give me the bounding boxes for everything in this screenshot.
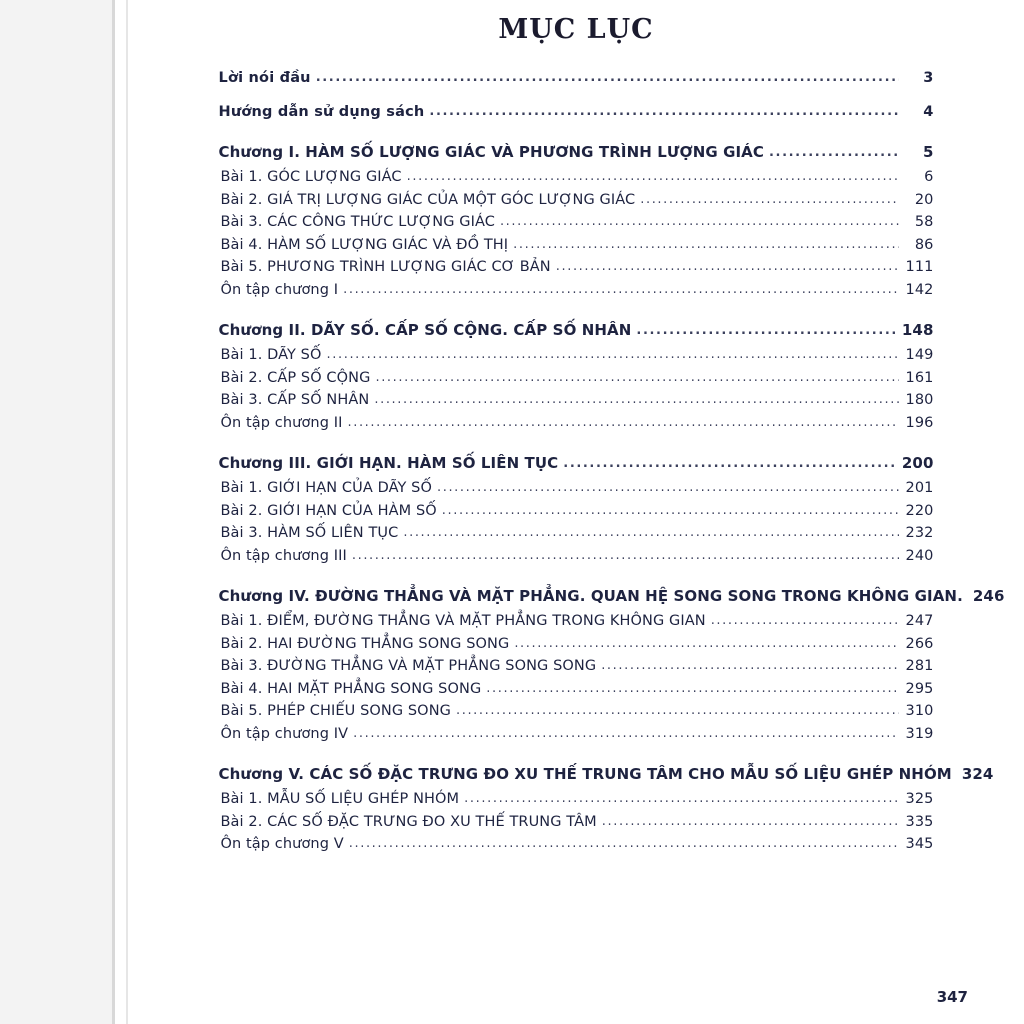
- toc-chapter[interactable]: [218, 765, 994, 783]
- toc-leader-dots: [327, 348, 899, 363]
- toc-leader-dots: [563, 456, 897, 471]
- spacer: [219, 86, 934, 105]
- toc-entry-label: Bài 2. CẤP SỐ CỘNG: [220, 369, 371, 386]
- page-edge-shadow: [0, 0, 112, 1024]
- toc-leader-dots: [500, 215, 899, 230]
- toc-entry-page: 20: [914, 191, 934, 208]
- toc-entry-page: 335: [905, 813, 934, 830]
- toc-entry[interactable]: [219, 238, 934, 253]
- toc-leader-dots: [486, 682, 898, 697]
- chapter-group-1: [219, 145, 934, 297]
- spacer: [219, 430, 934, 456]
- front-matter-group: [219, 71, 934, 119]
- toc-entry-label: Ôn tập chương IV: [220, 725, 349, 742]
- spacer: [219, 563, 934, 589]
- toc-entry[interactable]: [219, 170, 934, 185]
- toc-leader-dots: [769, 145, 899, 160]
- toc-entry[interactable]: [219, 549, 934, 564]
- toc-entry-label: Bài 1. GÓC LƯỢNG GIÁC: [220, 169, 402, 185]
- toc-entry-page: 201: [905, 480, 934, 496]
- toc-entry[interactable]: [219, 837, 934, 852]
- toc-leader-dots: [316, 71, 899, 86]
- toc-entry-label: Bài 3. CÁC CÔNG THỨC LƯỢNG GIÁC: [220, 214, 495, 230]
- toc-leader-dots: [456, 704, 899, 719]
- toc-chapter[interactable]: [219, 456, 934, 471]
- spacer: [219, 297, 934, 323]
- toc-entry-page: 149: [905, 347, 934, 363]
- toc-entry-label: Bài 1. MẪU SỐ LIỆU GHÉP NHÓM: [220, 791, 460, 807]
- toc-leader-dots: [407, 170, 899, 185]
- toc-leader-dots: [442, 504, 899, 519]
- toc-entry[interactable]: [219, 614, 934, 629]
- toc-entry[interactable]: [219, 71, 934, 86]
- toc-leader-dots: [343, 283, 898, 298]
- toc-entry-page: 220: [905, 502, 934, 519]
- toc-entry-page: 325: [905, 791, 934, 807]
- toc-entry-label: Bài 3. HÀM SỐ LIÊN TỤC: [220, 525, 399, 541]
- toc-entry[interactable]: [219, 371, 934, 386]
- toc-entry-label: Bài 2. HAI ĐƯỜNG THẲNG SONG SONG: [220, 635, 510, 652]
- toc-leader-dots: [353, 727, 898, 742]
- toc-chapter[interactable]: [218, 587, 1005, 605]
- toc-entry-label: Bài 2. CÁC SỐ ĐẶC TRƯNG ĐO XU THẾ TRUNG TÂM: [220, 813, 597, 830]
- toc-entry-label: Bài 3. ĐƯỜNG THẲNG VÀ MẶT PHẲNG SONG SONG: [220, 658, 597, 674]
- toc-entry-label: Bài 1. GIỚI HẠN CỦA DÃY SỐ: [220, 480, 432, 496]
- toc-entry-page: 247: [905, 613, 934, 629]
- chapter-group-3: [219, 456, 934, 563]
- toc-leader-dots: [349, 837, 899, 852]
- toc-entry-page: 180: [905, 392, 934, 408]
- toc-chapter[interactable]: [219, 145, 934, 160]
- toc-entry-label: Bài 4. HÀM SỐ LƯỢNG GIÁC VÀ ĐỒ THỊ: [220, 236, 509, 253]
- toc-entry[interactable]: [219, 637, 934, 652]
- toc-leader-dots: [347, 416, 898, 431]
- toc-leader-dots: [636, 323, 896, 338]
- toc-chapter-label: Chương II. DÃY SỐ. CẤP SỐ CỘNG. CẤP SỐ NHÂN: [218, 321, 632, 339]
- toc-entry-label: Bài 3. CẤP SỐ NHÂN: [220, 392, 370, 408]
- toc-leader-dots: [464, 792, 898, 807]
- toc-entry-page: 345: [905, 836, 934, 852]
- toc-entry-page: 196: [905, 414, 934, 431]
- toc-leader-dots: [602, 815, 899, 830]
- toc-entry-label: Bài 1. DÃY SỐ: [220, 347, 322, 363]
- toc-entry[interactable]: [219, 815, 934, 830]
- toc-leader-dots: [513, 238, 898, 253]
- spacer: [219, 741, 934, 767]
- toc-chapter-label: Chương IV. ĐƯỜNG THẲNG VÀ MẶT PHẲNG. QUAN HỆ SONG SONG TRONG KHÔNG GIAN.: [218, 587, 963, 605]
- toc-entry-page: 3: [923, 70, 934, 86]
- toc-entry[interactable]: [219, 105, 934, 120]
- toc-entry-page: 111: [905, 259, 934, 275]
- toc-entry-label: Ôn tập chương V: [220, 836, 344, 852]
- toc-entry-page: 310: [905, 703, 934, 719]
- toc-chapter-page: 324: [961, 765, 994, 783]
- spacer: [219, 119, 934, 145]
- toc-chapter-label: Chương V. CÁC SỐ ĐẶC TRƯNG ĐO XU THẾ TRUNG TÂM CHO MẪU SỐ LIỆU GHÉP NHÓM: [218, 765, 952, 783]
- toc-entry-label: Bài 5. PHƯƠNG TRÌNH LƯỢNG GIÁC CƠ BẢN: [220, 259, 551, 275]
- toc-leader-dots: [403, 526, 898, 541]
- chapter-group-4: [218, 587, 1005, 742]
- toc-entry[interactable]: [219, 393, 934, 408]
- toc-entry[interactable]: [219, 193, 934, 208]
- toc-entry-page: 86: [914, 236, 934, 253]
- toc-entry[interactable]: [219, 727, 934, 742]
- toc-entry[interactable]: [219, 526, 934, 541]
- toc-entry-page: 161: [905, 369, 934, 386]
- toc-entry-label: Ôn tập chương III: [220, 547, 347, 564]
- page-title: MỤC LỤC: [498, 14, 654, 45]
- toc-entry-page: 142: [905, 281, 934, 298]
- toc-leader-dots: [374, 393, 898, 408]
- toc-entry[interactable]: [219, 260, 934, 275]
- toc-entry-label: Bài 1. ĐIỂM, ĐƯỜNG THẲNG VÀ MẶT PHẲNG TRONG KHÔNG GIAN: [220, 613, 706, 629]
- toc-entry-page: 58: [914, 214, 934, 230]
- toc-entry-page: 232: [905, 525, 934, 541]
- page-content: [128, 0, 1024, 1024]
- toc-entry-label: Hướng dẫn sử dụng sách: [218, 103, 425, 120]
- toc-chapter-label: Chương III. GIỚI HẠN. HÀM SỐ LIÊN TỤC: [218, 454, 559, 472]
- toc-entry[interactable]: [219, 416, 934, 431]
- toc-leader-dots: [711, 614, 899, 629]
- toc-entry-label: Ôn tập chương I: [220, 281, 339, 298]
- page-folio: 347: [936, 988, 968, 1006]
- toc-entry-page: 295: [905, 680, 934, 697]
- toc-chapter-page: 148: [901, 321, 934, 339]
- toc-leader-dots: [375, 371, 898, 386]
- toc-entry[interactable]: [219, 704, 934, 719]
- toc-leader-dots: [556, 260, 899, 275]
- toc-leader-dots: [601, 659, 898, 674]
- toc-entry[interactable]: [219, 283, 934, 298]
- toc-chapter-label: Chương I. HÀM SỐ LƯỢNG GIÁC VÀ PHƯƠNG TRÌNH LƯỢNG GIÁC: [218, 143, 764, 161]
- toc-leader-dots: [514, 637, 898, 652]
- toc-entry-label: Bài 2. GIỚI HẠN CỦA HÀM SỐ: [220, 502, 437, 519]
- toc-entry-page: 4: [923, 103, 934, 120]
- toc-entry-page: 319: [905, 725, 934, 742]
- toc-entry-page: 6: [924, 169, 934, 185]
- table-of-contents: [218, 45, 1005, 852]
- toc-entry-page: 266: [905, 635, 934, 652]
- chapter-group-2: [219, 323, 934, 430]
- toc-entry-page: 240: [905, 547, 934, 564]
- toc-chapter[interactable]: [219, 323, 934, 338]
- toc-entry[interactable]: [219, 215, 934, 230]
- toc-entry-label: Bài 5. PHÉP CHIẾU SONG SONG: [220, 703, 451, 719]
- toc-chapter-page: 5: [922, 143, 934, 161]
- toc-chapter-page: 246: [972, 587, 1005, 605]
- toc-entry[interactable]: [219, 348, 934, 363]
- page-edge-line-inner: [112, 0, 115, 1024]
- toc-entry-label: Bài 2. GIÁ TRỊ LƯỢNG GIÁC CỦA MỘT GÓC LƯỢNG GIÁC: [220, 191, 636, 208]
- toc-entry[interactable]: [219, 659, 934, 674]
- toc-entry-label: Ôn tập chương II: [220, 414, 343, 431]
- toc-entry[interactable]: [219, 504, 934, 519]
- toc-entry-label: Lời nói đầu: [218, 70, 311, 86]
- toc-leader-dots: [437, 481, 899, 496]
- toc-entry[interactable]: [219, 682, 934, 697]
- chapter-group-5: [218, 765, 994, 852]
- toc-entry[interactable]: [219, 481, 934, 496]
- toc-entry-label: Bài 4. HAI MẶT PHẲNG SONG SONG: [220, 680, 482, 697]
- toc-chapter-page: 200: [901, 454, 934, 472]
- toc-entry[interactable]: [219, 792, 934, 807]
- toc-leader-dots: [429, 105, 898, 120]
- toc-leader-dots: [640, 193, 898, 208]
- toc-leader-dots: [352, 549, 899, 564]
- toc-entry-page: 281: [905, 658, 934, 674]
